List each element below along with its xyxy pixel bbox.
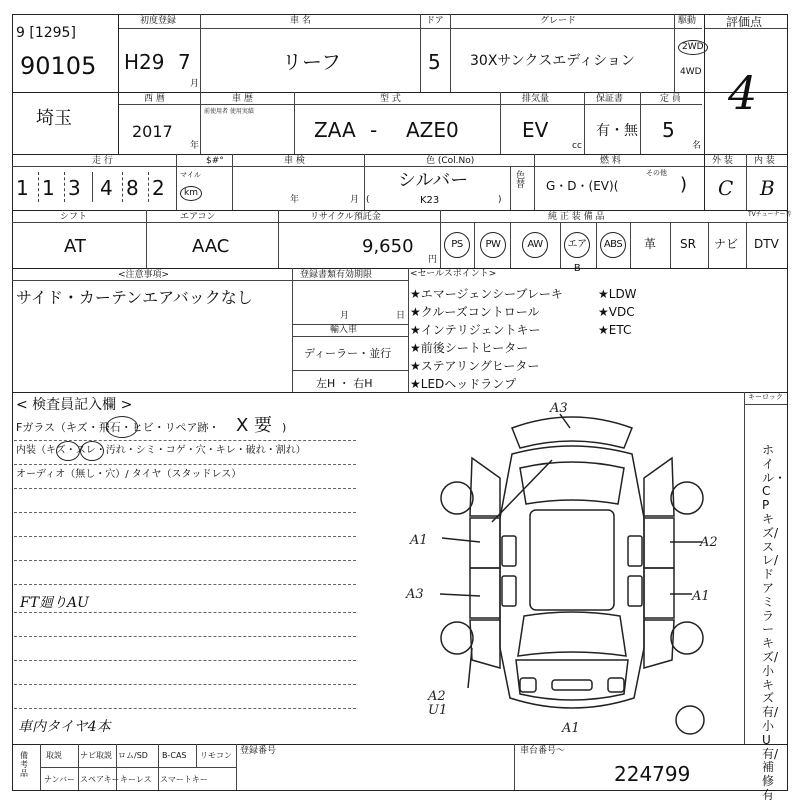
mile-label: マイル — [180, 171, 201, 179]
warranty-value: 有・無 — [596, 123, 638, 139]
equip-pw-circled: PW — [480, 232, 506, 258]
import-label: 輸入車 — [330, 325, 358, 335]
inspector-line-glass: Fガラス（キズ・飛石・ヒビ・リペア跡・ — [16, 421, 220, 434]
interior-label: 内 装 — [754, 156, 775, 166]
exterior-value: C — [718, 176, 734, 200]
tuner-label: TVチューナー等 — [748, 211, 792, 218]
footer-item: キーレス — [120, 775, 152, 784]
doors-value: 5 — [428, 50, 441, 74]
side-note: ホイル・CPキズ/スレ/ドアミラーキズ/小キズ有/小U有/補修有 — [762, 443, 787, 802]
drive-2wd-circled: 2WD — [678, 40, 708, 55]
footer-item: 取説 — [46, 751, 62, 760]
shift-value: AT — [64, 236, 86, 257]
equip-dtv: DTV — [754, 237, 779, 251]
region: 埼玉 — [36, 108, 72, 129]
year-value: 2017 — [132, 122, 173, 141]
sales-label: <セールスポイント> — [410, 269, 497, 279]
damage-mark: A1 — [410, 533, 428, 548]
key-lock-label: キーロック — [748, 393, 783, 401]
sales-point: ★LDW — [598, 287, 637, 301]
damage-mark: A2 — [700, 535, 718, 550]
displacement-label: 排気量 — [522, 94, 550, 104]
chassis-number: 224799 — [614, 762, 691, 786]
inspection-year-unit: 年 — [290, 195, 300, 205]
import-value: ディーラー・並行 — [304, 347, 392, 360]
interior-value: B — [760, 176, 775, 200]
inspection-label: 車 検 — [284, 156, 305, 166]
model-prefix: ZAA — [314, 118, 356, 142]
sales-point: ★前後シートヒーター — [410, 341, 529, 355]
sales-point: ★VDC — [598, 305, 635, 319]
doors-label: ドア — [426, 16, 444, 26]
cc-mark: cc — [572, 141, 582, 151]
repaint-label: 色替 — [516, 171, 526, 190]
footer-item: B-CAS — [162, 751, 187, 760]
steering-value: 左H ・ 右H — [316, 377, 373, 390]
mileage-label: 走 行 — [92, 156, 113, 166]
aircon-label: エアコン — [180, 212, 216, 222]
fuel-options: G・D・(EV)( — [546, 179, 619, 193]
sales-point: ★クルーズコントロール — [410, 305, 540, 319]
drive-label: 駆動 — [678, 16, 697, 26]
footer-item: ナンバー — [44, 775, 76, 784]
equip-abs-circled: ABS — [600, 232, 626, 258]
sales-point: ★ETC — [598, 323, 632, 337]
footer-item: ナビ取説 — [80, 751, 112, 760]
inspector-line-audio: オーディオ（無し・穴）/ タイヤ（スタッドレス） — [16, 469, 242, 480]
model-name: リーフ — [282, 50, 341, 74]
color-label: 色 (Col.No) — [426, 156, 475, 166]
handwritten-note: 車内タイヤ4本 — [18, 719, 111, 735]
equip-ps-circled: PS — [444, 232, 470, 258]
inspector-title: < 検査員記入欄 > — [16, 397, 133, 413]
mileage-digit: 3 — [68, 176, 81, 200]
capacity-value: 5 — [662, 118, 675, 142]
fuel-label: 燃 料 — [600, 156, 621, 166]
model-name-label: 車 名 — [290, 16, 311, 26]
grade-label: グレード — [540, 16, 577, 26]
capacity-label: 定 員 — [660, 94, 681, 104]
fuel-close: ) — [680, 174, 688, 195]
km-circled: km — [180, 186, 202, 201]
model-code: AZE0 — [406, 118, 459, 142]
displacement-value: EV — [522, 118, 549, 142]
damage-mark: A1 — [692, 589, 710, 604]
sn-label: $#° — [206, 156, 224, 166]
score-value: 4 — [728, 66, 758, 120]
sales-point: ★ステアリングヒーター — [410, 359, 540, 373]
glass-close: ) — [282, 421, 287, 434]
first-reg-label: 初度登録 — [140, 16, 177, 26]
equipment-label: 純 正 装 備 品 — [548, 212, 605, 222]
score-label: 評価点 — [726, 15, 763, 29]
shift-label: シフト — [60, 212, 88, 222]
expiry-month: 月 — [340, 311, 350, 321]
aircon-value: AAC — [192, 236, 230, 257]
sales-point: ★LEDヘッドランプ — [410, 377, 517, 391]
first-reg-month: 7 — [178, 50, 191, 74]
color-code: K23 — [420, 195, 440, 206]
first-reg-era: H29 — [124, 50, 165, 74]
fuel-other: その他 — [646, 169, 667, 177]
warranty-label: 保証書 — [596, 94, 624, 104]
damage-mark: U1 — [428, 703, 448, 718]
recycle-label: リサイクル預託金 — [310, 212, 381, 222]
recycle-value: 9,650 — [362, 236, 414, 257]
grade-value: 30Xサンクスエディション — [470, 53, 635, 69]
inspection-month-unit: 月 — [350, 195, 360, 205]
inspector-line-interior: 内装（キズ・スレ・汚れ・シミ・コゲ・穴・キレ・破れ・割れ） — [16, 445, 306, 456]
footer-item: リモコン — [200, 751, 232, 760]
mileage-digit: 1 — [42, 176, 55, 200]
caution-label: <注意事項> — [118, 270, 170, 280]
mileage-digit: 8 — [126, 176, 139, 200]
yen-mark: 円 — [428, 255, 438, 265]
equip-airbag-circled: エアB — [564, 232, 590, 258]
expiry-day: 日 — [396, 311, 406, 321]
model-code-label: 型 式 — [380, 94, 401, 104]
month-mark: 月 — [190, 79, 200, 89]
car-damage-diagram — [406, 398, 742, 738]
mileage-digit: 2 — [152, 176, 165, 200]
damage-mark: A3 — [550, 401, 568, 416]
chassis-label: 車台番号～ — [520, 746, 566, 756]
footer-item: スマートキー — [160, 775, 208, 784]
damage-mark: A3 — [406, 587, 424, 602]
footer-left-col: 備考品 — [20, 751, 28, 778]
handwritten-note: FT廻りAU — [20, 595, 89, 611]
caution-text: サイド・カーテンエアバックなし — [16, 288, 253, 307]
color-value: シルバー — [398, 170, 469, 191]
model-dash: - — [370, 118, 378, 142]
year-mark: 年 — [190, 141, 200, 151]
footer-item: スペアキー — [80, 775, 120, 784]
sales-point: ★エマージェンシーブレーキ — [410, 287, 563, 301]
damage-mark: A1 — [562, 721, 580, 736]
capacity-unit: 名 — [692, 141, 702, 151]
exterior-label: 外 装 — [712, 156, 733, 166]
equip-aw-circled: AW — [522, 232, 548, 258]
equip-navi: ナビ — [714, 237, 739, 251]
equip-leather: 革 — [644, 237, 657, 251]
history-label: 車 歴 — [232, 94, 253, 104]
sales-point: ★インテリジェントキー — [410, 323, 541, 337]
reg-no-label: 登録番号 — [240, 746, 277, 756]
mileage-digit: 1 — [16, 176, 29, 200]
doc-expiry-label: 登録書類有効期限 — [300, 270, 373, 280]
mileage-digit: 4 — [100, 176, 113, 200]
year-label: 西 暦 — [144, 94, 165, 104]
glass-replace-mark: X 要 — [236, 415, 273, 436]
footer-item: ロム/SD — [118, 751, 148, 760]
damage-mark: A2 — [428, 689, 446, 704]
drive-4wd: 4WD — [680, 67, 702, 77]
lot-number: 9 [1295] — [16, 25, 76, 41]
history-sub: 前使用者 使用実績 — [204, 108, 254, 115]
equip-sr: SR — [680, 237, 696, 251]
stock-number: 90105 — [20, 52, 97, 80]
